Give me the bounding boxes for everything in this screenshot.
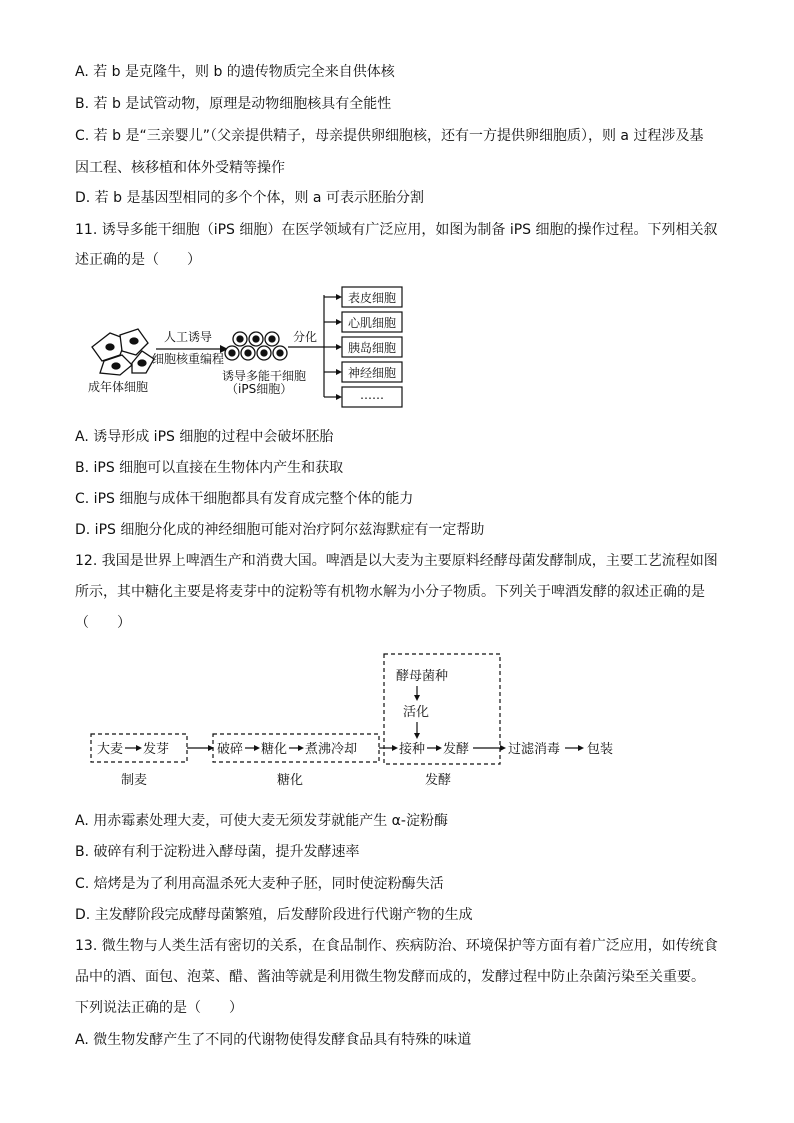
arrow-label-induction: 人工诱导 xyxy=(164,330,213,344)
q12-stem-line1: 12. 我国是世界上啤酒生产和消费大国。啤酒是以大麦为主要原料经酵母菌发酵制成，主要工艺流程如图 xyxy=(75,553,718,569)
q12-option-a: A. 用赤霉素处理大麦，可使大麦无须发芽就能产生 α-淀粉酶 xyxy=(75,813,448,829)
ips-cell-illustration xyxy=(225,332,287,374)
stage-label-fermentation: 发酵 xyxy=(425,773,452,788)
step-filter-sterilize: 过滤消毒 xyxy=(508,742,561,757)
ips-cell-label-line2: （iPS细胞） xyxy=(226,382,293,396)
target-cardiomyocyte: 心肌细胞 xyxy=(348,316,397,330)
q13-stem-line3: 下列说法正确的是（ ） xyxy=(75,1000,243,1016)
target-epidermal-cell: 表皮细胞 xyxy=(348,291,397,305)
step-crushing: 破碎 xyxy=(217,742,244,757)
stage-label-saccharification: 糖化 xyxy=(277,773,304,788)
target-neuron: 神经细胞 xyxy=(348,366,397,380)
step-saccharification: 糖化 xyxy=(261,742,288,757)
target-ellipsis: …… xyxy=(360,388,384,402)
q10-option-c-line1: C. 若 b 是“三亲婴儿”（父亲提供精子，母亲提供卵细胞核，还有一方提供卵细胞质），则 a 过程涉及基 xyxy=(75,128,704,144)
target-islet-cell: 胰岛细胞 xyxy=(348,341,397,355)
q10-option-a: A. 若 b 是克隆牛，则 b 的遗传物质完全来自供体核 xyxy=(75,64,395,80)
arrow-label-reprogramming: 细胞核重编程 xyxy=(152,352,225,366)
q12-option-b: B. 破碎有利于淀粉进入酵母菌，提升发酵速率 xyxy=(75,844,360,860)
q13-stem-line1: 13. 微生物与人类生活有密切的关系，在食品制作、疾病防治、环境保护等方面有着广泛应用，如传统食 xyxy=(75,938,718,954)
step-germination: 发芽 xyxy=(143,742,170,757)
step-boil-cool: 煮沸冷却 xyxy=(305,742,358,757)
yeast-strain-label: 酵母菌种 xyxy=(396,669,449,684)
ips-cell-label-line1: 诱导多能干细胞 xyxy=(222,369,307,383)
step-inoculation: 接种 xyxy=(399,742,426,757)
step-packaging: 包装 xyxy=(587,742,614,757)
step-barley: 大麦 xyxy=(97,742,124,757)
q10-option-c-line2: 因工程、核移植和体外受精等操作 xyxy=(75,160,285,176)
differentiation-label: 分化 xyxy=(293,330,318,344)
stage-label-malting: 制麦 xyxy=(121,773,148,788)
q13-option-a: A. 微生物发酵产生了不同的代谢物使得发酵食品具有特殊的味道 xyxy=(75,1032,472,1048)
q12-stem-line2: 所示，其中糖化主要是将麦芽中的淀粉等有机物水解为小分子物质。下列关于啤酒发酵的叙述正确的是 xyxy=(75,584,705,600)
ips-figure xyxy=(80,285,420,410)
q11-option-d: D. iPS 细胞分化成的神经细胞可能对治疗阿尔兹海默症有一定帮助 xyxy=(75,522,485,538)
q12-option-c: C. 焙烤是为了利用高温杀死大麦种子胚，同时使淀粉酶失活 xyxy=(75,876,444,892)
q13-stem-line2: 品中的酒、面包、泡菜、醋、酱油等就是利用微生物发酵而成的，发酵过程中防止杂菌污染至关重要。 xyxy=(75,969,705,985)
target-cell-branches xyxy=(324,294,342,400)
q11-stem-line2: 述正确的是（ ） xyxy=(75,252,201,268)
q11-stem-line1: 11. 诱导多能干细胞（iPS 细胞）在医学领域有广泛应用，如图为制备 iPS 细胞的操作过程。下列相关叙 xyxy=(75,222,718,238)
q10-option-d: D. 若 b 是基因型相同的多个个体，则 a 可表示胚胎分割 xyxy=(75,190,424,206)
q11-option-c: C. iPS 细胞与成体干细胞都具有发育成完整个体的能力 xyxy=(75,491,414,507)
step-fermentation: 发酵 xyxy=(443,742,470,757)
q12-stem-line3: （ ） xyxy=(75,615,131,631)
q12-option-d: D. 主发酵阶段完成酵母菌繁殖，后发酵阶段进行代谢产物的生成 xyxy=(75,907,473,923)
q10-option-b: B. 若 b 是试管动物，原理是动物细胞核具有全能性 xyxy=(75,96,392,112)
adult-cell-label: 成年体细胞 xyxy=(88,380,149,394)
adult-cell-illustration xyxy=(92,329,154,375)
q11-option-a: A. 诱导形成 iPS 细胞的过程中会破坏胚胎 xyxy=(75,429,334,445)
q11-option-b: B. iPS 细胞可以直接在生物体内产生和获取 xyxy=(75,460,344,476)
beer-process-figure xyxy=(85,650,645,795)
activation-label: 活化 xyxy=(403,705,430,720)
